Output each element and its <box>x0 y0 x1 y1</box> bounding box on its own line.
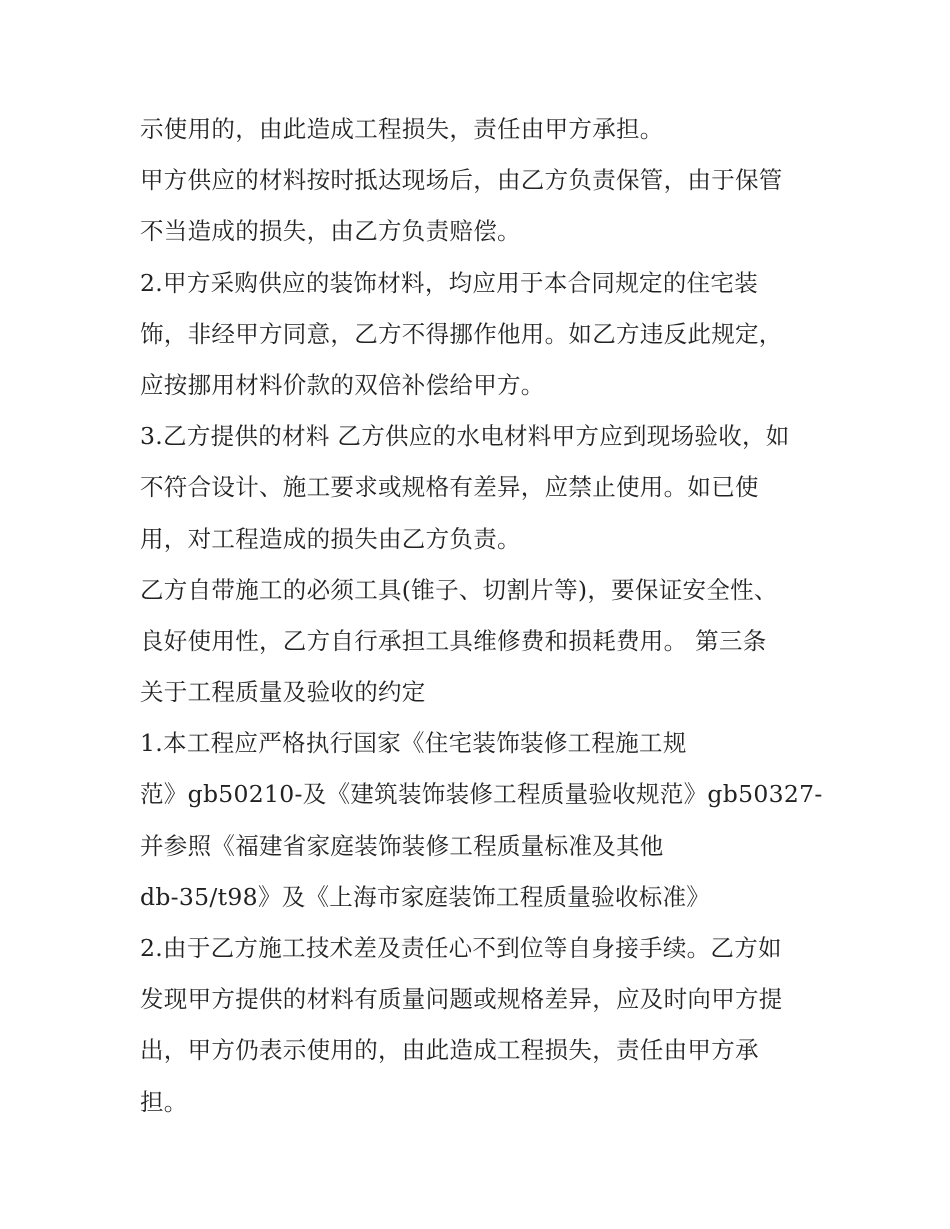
text-line: 3.乙方提供的材料 乙方供应的水电材料甲方应到现场验收，如 <box>140 422 790 451</box>
text-line: 不符合设计、施工要求或规格有差异，应禁止使用。如已使 <box>140 473 759 502</box>
document-body <box>140 104 823 1128</box>
text-line: 范》gb50210-及《建筑装饰装修工程质量验收规范》gb50327- <box>140 780 823 809</box>
text-line: 乙方自带施工的必须工具(锥子、切割片等)，要保证安全性、 <box>140 575 778 604</box>
text-line: 示使用的，由此造成工程损失，责任由甲方承担。 <box>140 115 664 143</box>
text-line: 出，甲方仍表示使用的，由此造成工程损失，责任由甲方承 <box>140 1036 759 1065</box>
text-line: 1.本工程应严格执行国家《住宅装饰装修工程施工规 <box>140 729 687 758</box>
text-line: db-35/t98》及《上海市家庭装饰工程质量验收标准》 <box>140 882 711 911</box>
text-line: 应按挪用材料价款的双倍补偿给甲方。 <box>140 370 545 399</box>
text-line: 2.甲方采购供应的装饰材料，均应用于本合同规定的住宅装 <box>140 268 759 297</box>
text-line: 饰，非经甲方同意，乙方不得挪作他用。如乙方违反此规定， <box>140 319 783 348</box>
text-line: 担。 <box>140 1087 188 1116</box>
text-line: 并参照《福建省家庭装饰装修工程质量标准及其他 <box>140 831 664 860</box>
text-line: 关于工程质量及验收的约定 <box>140 678 426 707</box>
text-line: 甲方供应的材料按时抵达现场后，由乙方负责保管，由于保管 <box>140 166 783 195</box>
text-line: 不当造成的损失，由乙方负责赔偿。 <box>140 217 521 246</box>
text-line: 用，对工程造成的损失由乙方负责。 <box>140 524 521 553</box>
text-line: 发现甲方提供的材料有质量问题或规格差异，应及时向甲方提 <box>140 985 783 1014</box>
text-line: 良好使用性，乙方自行承担工具维修费和损耗费用。 第三条 <box>140 626 767 655</box>
text-line: 2.由于乙方施工技术差及责任心不到位等自身接手续。乙方如 <box>140 934 782 962</box>
